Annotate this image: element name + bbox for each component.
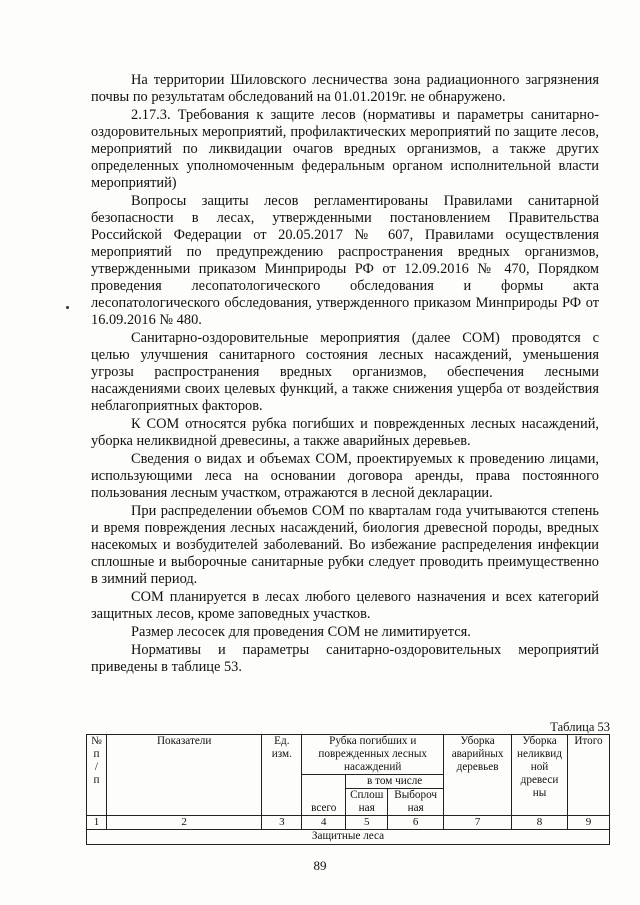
- paragraph-table-reference: Нормативы и параметры санитарно-оздоровительных мероприятий приведены в таблице 53.: [91, 642, 599, 675]
- header-unit: Ед. изм.: [262, 735, 302, 816]
- column-number: 9: [567, 816, 609, 830]
- column-number: 2: [106, 816, 261, 830]
- header-sum: Итого: [567, 735, 609, 816]
- paragraph-som-definition: Санитарно-оздоровительные мероприятия (далее СОМ) проводятся с целью улучшения санитарного состояния лесных насаждений, уменьшения угрозы распространения вредных организмов, обеспечения лесными насаждениями своих целевых функций, а также снижения ущерба от воздействия неблагоприятных факторов.: [91, 330, 599, 414]
- paragraph-regulations: Вопросы защиты лесов регламентированы Правилами санитарной безопасности в лесах, утвержденными постановлением Правительства Российской Федерации от 20.05.2017 № 607, Правилами осуществления мероприятий по предупреждению распространения вредных организмов, утвержденными приказом Минприроды РФ от 12.09.2016 № 470, Порядком проведения лесопатологического обследования и формы акта лесопатологического обследования, утвержденного приказом Минприроды РФ от 16.09.2016 № 480.: [91, 193, 599, 328]
- header-total: всего: [302, 775, 346, 816]
- paragraph-cutting-size: Размер лесосек для проведения СОМ не лимитируется.: [131, 624, 471, 640]
- column-number: 5: [346, 816, 388, 830]
- paragraph-planning: СОМ планируется в лесах любого целевого назначения и всех категорий защитных лесов, кроме заповедных участков.: [91, 589, 599, 622]
- paragraph-declaration: Сведения о видах и объемах СОМ, проектируемых к проведению лицами, использующими леса на основании договора аренды, права постоянного пользования лесным участком, отражаются в лесной декларации.: [91, 451, 599, 501]
- paragraph-radiation: На территории Шиловского лесничества зона радиационного загрязнения почвы по результатам обследований на 01.01.2019г. не обнаружено.: [91, 72, 599, 105]
- paragraph-distribution: При распределении объемов СОМ по кварталам года учитываются степень и время повреждения лесных насаждений, биология древесной породы, вредных насекомых и возбудителей заболеваний. Во избежание распределения инфекции сплошные и выборочные санитарные рубки следует проводить преимущественно в зимний период.: [91, 503, 599, 587]
- column-number: 1: [87, 816, 107, 830]
- column-number: 8: [512, 816, 568, 830]
- page-number: 89: [313, 858, 327, 873]
- column-number: 6: [388, 816, 444, 830]
- section-protective-forests: Защитные леса: [87, 830, 610, 845]
- column-number: 4: [302, 816, 346, 830]
- header-including: в том числе: [346, 775, 444, 789]
- header-clear-felling: Сплош ная: [346, 789, 388, 816]
- header-nonliquid-wood: Уборка неликвид ной древеси ны: [512, 735, 568, 816]
- header-emergency-trees: Уборка аварийных деревьев: [444, 735, 512, 816]
- table-caption: Таблица 53: [550, 720, 610, 734]
- column-number: 3: [262, 816, 302, 830]
- paragraph-section-heading: 2.17.3. Требования к защите лесов (нормативы и параметры санитарно-оздоровительных мероприятий, профилактических мероприятий по защите лесов, мероприятий по ликвидации очагов вредных организмов, а также других определенных уполномоченным федеральным органом исполнительной власти мероприятий): [91, 107, 599, 191]
- body-text: [91, 72, 599, 677]
- header-selective-felling: Выбороч ная: [388, 789, 444, 816]
- header-indicator: Показатели: [106, 735, 261, 816]
- column-numbers-row: [87, 816, 610, 830]
- header-felling: Рубка погибших и поврежденных лесных насаждений: [302, 735, 444, 775]
- scan-speck: [66, 306, 69, 309]
- column-number: 7: [444, 816, 512, 830]
- table-53: [86, 734, 610, 845]
- paragraph-som-types: К СОМ относятся рубка погибших и поврежденных лесных насаждений, уборка неликвидной древесины, а также аварийных деревьев.: [91, 416, 599, 449]
- header-num: № п / п: [87, 735, 107, 816]
